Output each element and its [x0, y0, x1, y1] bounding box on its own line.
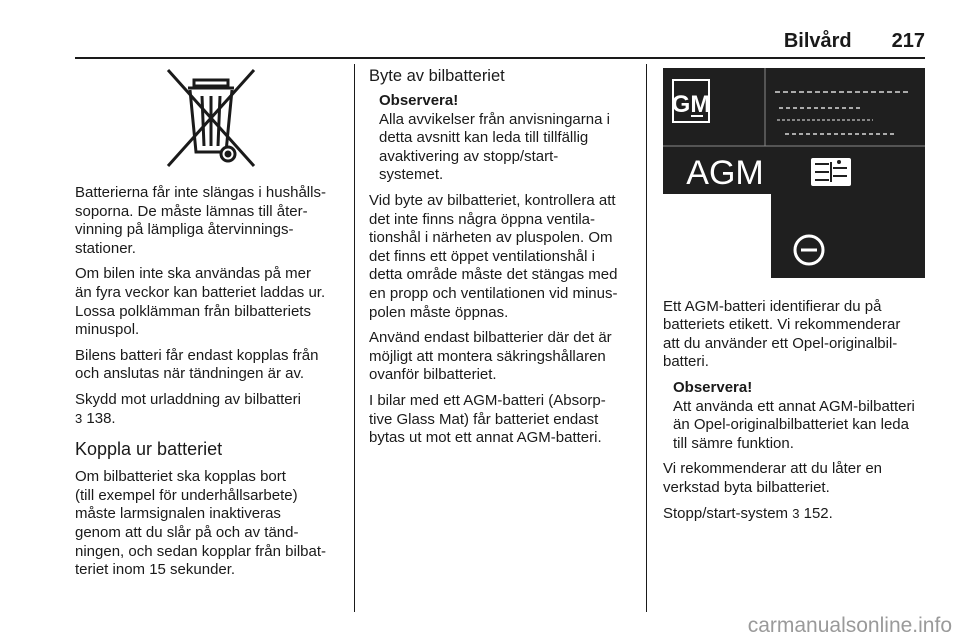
discharge-protection-reference [75, 391, 347, 428]
label-brand: GM [671, 91, 711, 118]
column-divider-1 [354, 64, 355, 612]
note-text: Att använda ett annat AGM-bilbatteri än Opel-originalbilbatteriet kan leda till sämre funktion. [673, 397, 915, 452]
page-number: 217 [891, 29, 925, 52]
page-reference-arrow-icon: 3 [792, 505, 800, 521]
column-3 [663, 60, 925, 530]
paragraph: Ett AGM-batteri identifierar du på batteriets etikett. Vi rekommenderar att du använder ett Opel-originalbil- batteri. [663, 297, 901, 371]
paragraph: Vi rekommenderar att du låter en verkstad byta bilbatteriet. [663, 460, 883, 496]
reference-text: Skydd mot urladdning av bilbatteri [75, 390, 301, 408]
note-box [379, 92, 641, 185]
paragraph: I bilar med ett AGM-batteri (Absorp- tive Glass Mat) får batteriet endast bytas ut mot ett annat AGM-batteri. [369, 391, 606, 447]
paragraph: Använd endast bilbatterier där det är möjligt att montera säkringshållaren ovanför bilbatteriet. [369, 329, 612, 384]
paragraph: Bilens batteri får endast kopplas från och anslutas när tändningen är av. [75, 346, 319, 383]
column-1 [75, 60, 347, 587]
crossed-bin-icon [75, 66, 347, 184]
note-title: Observera! [379, 92, 459, 109]
column-divider-2 [646, 64, 647, 612]
note-text: Alla avvikelser från anvisningarna i detta avsnitt kan leda till tillfällig avaktivering av stopp/start- systemet. [379, 110, 610, 184]
agm-battery-label-illustration [663, 68, 925, 284]
start-stop-reference [663, 505, 925, 524]
watermark: carmanualsonline.info [747, 614, 952, 637]
column-2 [369, 60, 641, 455]
label-type: AGM [686, 154, 764, 192]
paragraph: Om bilbatteriet ska kopplas bort (till exempel för underhållsarbete) måste larmsignalen inaktiveras genom att du slår på och av tänd- ningen, och sedan kopplar från bilbat- teriet inom 15 sekunder. [75, 468, 327, 579]
page-reference-number[interactable]: 138. [82, 409, 116, 427]
section-heading: Koppla ur batteriet [75, 439, 223, 460]
page-header [75, 26, 925, 56]
header-rule [75, 57, 925, 59]
paragraph: Om bilen inte ska användas på mer än fyra veckor kan batteriet laddas ur. Lossa polklämman från bilbatteriets minuspol. [75, 265, 326, 339]
paragraph: Vid byte av bilbatteriet, kontrollera att det inte finns några öppna ventila- tionshål i närheten av pluspolen. Om det finns ett öppet ventilationshål i detta område måste det stängas med en propp och ventilationen vid minus- polen måste öppnas. [369, 191, 618, 321]
note-title: Observera! [673, 378, 753, 396]
note-box [673, 379, 925, 453]
reference-text: Stopp/start-system [663, 504, 789, 522]
page-reference-number[interactable]: 152. [799, 504, 833, 522]
disposal-text: Batterierna får inte slängas i hushålls- soporna. De måste lämnas till åter- vinning på lämpliga återvinnings- stationer. [75, 184, 326, 257]
section-heading: Byte av bilbatteriet [369, 67, 505, 85]
section-title: Bilvård [783, 29, 852, 52]
page-reference-arrow-icon: 3 [75, 410, 83, 426]
